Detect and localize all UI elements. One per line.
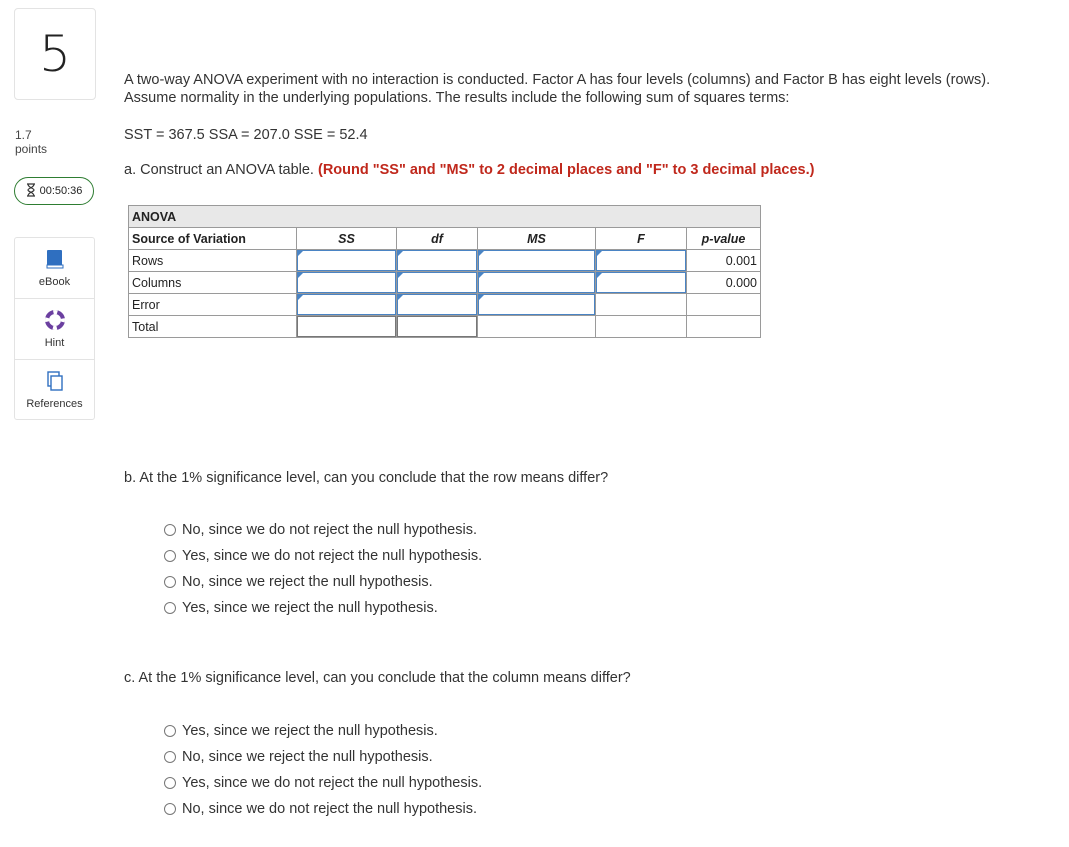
references-button[interactable] — [15, 360, 94, 421]
columns-ms-cell — [478, 272, 596, 294]
hint-label: Hint — [44, 336, 65, 349]
error-ms-input[interactable] — [478, 294, 595, 315]
timer[interactable] — [14, 177, 94, 205]
row-source-columns: Columns — [129, 272, 297, 294]
total-df-input[interactable] — [397, 316, 477, 337]
rows-f-input[interactable] — [596, 250, 686, 271]
rows-df-cell — [397, 250, 478, 272]
option-label: Yes, since we do not reject the null hypothesis. — [182, 775, 483, 791]
total-p-empty — [687, 316, 761, 338]
radio-button[interactable] — [164, 550, 176, 562]
part-c-option-1[interactable] — [164, 718, 482, 744]
radio-button[interactable] — [164, 602, 176, 614]
part-c-option-4[interactable] — [164, 796, 482, 822]
columns-ss-input[interactable] — [297, 272, 396, 293]
radio-button[interactable] — [164, 777, 176, 789]
rows-f-cell — [596, 250, 687, 272]
part-a-prompt — [124, 162, 814, 178]
total-df-cell — [397, 316, 478, 338]
radio-button[interactable] — [164, 803, 176, 815]
ebook-label: eBook — [38, 275, 71, 288]
table-row — [129, 294, 761, 316]
part-b-option-1[interactable] — [164, 517, 482, 543]
question-intro — [124, 71, 990, 107]
radio-button[interactable] — [164, 751, 176, 763]
question-number: 5 — [14, 8, 96, 100]
option-label: No, since we reject the null hypothesis. — [182, 574, 433, 590]
option-label: No, since we do not reject the null hypothesis. — [182, 801, 477, 817]
error-ss-input[interactable] — [297, 294, 396, 315]
rows-p-value: 0.001 — [687, 250, 761, 272]
table-row — [129, 250, 761, 272]
columns-f-input[interactable] — [596, 272, 686, 293]
tools-panel — [14, 237, 95, 420]
error-ms-cell — [478, 294, 596, 316]
ebook-button[interactable] — [15, 238, 94, 299]
part-b-option-3[interactable] — [164, 569, 482, 595]
rows-ss-input[interactable] — [297, 250, 396, 271]
points-label: points — [15, 142, 48, 156]
part-c-options — [164, 718, 482, 822]
anova-table — [128, 205, 761, 338]
row-source-rows: Rows — [129, 250, 297, 272]
hourglass-icon — [26, 183, 36, 200]
columns-ss-cell — [297, 272, 397, 294]
anova-table-title: ANOVA — [129, 206, 761, 228]
columns-df-input[interactable] — [397, 272, 477, 293]
header-source: Source of Variation — [129, 228, 297, 250]
points-display — [15, 128, 47, 156]
columns-p-value: 0.000 — [687, 272, 761, 294]
sum-of-squares-formula: SST = 367.5 SSA = 207.0 SSE = 52.4 — [124, 127, 368, 143]
header-ss: SS — [297, 228, 397, 250]
part-c-option-2[interactable] — [164, 744, 482, 770]
option-label: Yes, since we reject the null hypothesis. — [182, 723, 438, 739]
rows-df-input[interactable] — [397, 250, 477, 271]
references-label: References — [26, 398, 83, 410]
part-a-text: a. Construct an ANOVA table. — [124, 162, 318, 178]
part-b-option-2[interactable] — [164, 543, 482, 569]
columns-df-cell — [397, 272, 478, 294]
rows-ms-cell — [478, 250, 596, 272]
option-label: Yes, since we reject the null hypothesis. — [182, 600, 438, 616]
error-df-cell — [397, 294, 478, 316]
error-ss-cell — [297, 294, 397, 316]
option-label: No, since we do not reject the null hypothesis. — [182, 522, 477, 538]
header-f: F — [596, 228, 687, 250]
row-source-total: Total — [129, 316, 297, 338]
total-ss-input[interactable] — [297, 316, 396, 337]
part-b-options — [164, 517, 482, 621]
part-b-question: b. At the 1% significance level, can you conclude that the row means differ? — [124, 470, 609, 486]
radio-button[interactable] — [164, 576, 176, 588]
error-df-input[interactable] — [397, 294, 477, 315]
row-source-error: Error — [129, 294, 297, 316]
columns-f-cell — [596, 272, 687, 294]
rows-ss-cell — [297, 250, 397, 272]
radio-button[interactable] — [164, 725, 176, 737]
error-f-empty — [596, 294, 687, 316]
part-c-option-3[interactable] — [164, 770, 482, 796]
total-f-empty — [596, 316, 687, 338]
radio-button[interactable] — [164, 524, 176, 536]
timer-value: 00:50:36 — [39, 185, 83, 197]
header-df: df — [397, 228, 478, 250]
part-b-option-4[interactable] — [164, 595, 482, 621]
header-ms: MS — [478, 228, 596, 250]
option-label: Yes, since we do not reject the null hypothesis. — [182, 548, 483, 564]
total-ss-cell — [297, 316, 397, 338]
total-ms-empty — [478, 316, 596, 338]
lifebuoy-icon — [45, 310, 65, 333]
intro-line-1: A two-way ANOVA experiment with no interaction is conducted. Factor A has four levels (columns) and Factor B has eight levels (rows). — [124, 72, 991, 88]
columns-ms-input[interactable] — [478, 272, 595, 293]
intro-line-2: Assume normality in the underlying populations. The results include the following sum of squares terms: — [124, 90, 790, 106]
book-icon — [46, 249, 64, 272]
table-row — [129, 316, 761, 338]
points-value: 1.7 — [15, 128, 32, 142]
option-label: No, since we reject the null hypothesis. — [182, 749, 433, 765]
header-p-value: p-value — [687, 228, 761, 250]
hint-button[interactable] — [15, 299, 94, 360]
rows-ms-input[interactable] — [478, 250, 595, 271]
table-row — [129, 272, 761, 294]
part-c-question: c. At the 1% significance level, can you conclude that the column means differ? — [124, 670, 631, 686]
documents-icon — [46, 371, 64, 394]
error-p-empty — [687, 294, 761, 316]
rounding-instruction: (Round "SS" and "MS" to 2 decimal places and "F" to 3 decimal places.) — [317, 162, 815, 178]
